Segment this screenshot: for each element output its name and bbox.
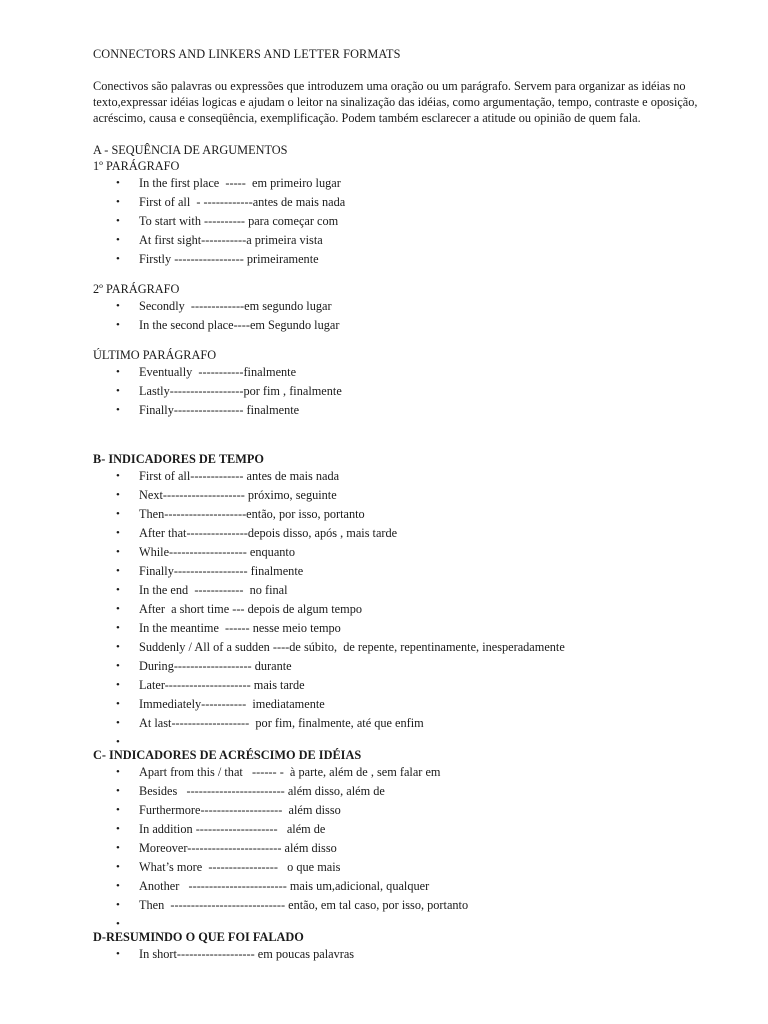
document-title: CONNECTORS AND LINKERS AND LETTER FORMATS	[93, 47, 401, 61]
bullet-icon: •	[116, 584, 120, 596]
list-item	[93, 486, 723, 505]
section-time-indicators	[93, 451, 723, 748]
list-item	[93, 763, 723, 782]
list-item	[93, 524, 723, 543]
bullet-icon: •	[116, 470, 120, 482]
list-item-text: At first sight-----------a primeira vista	[139, 233, 323, 247]
bullet-icon: •	[116, 366, 120, 378]
list-item	[93, 297, 723, 316]
section-b-heading: B- INDICADORES DE TEMPO	[93, 452, 264, 466]
list-item	[93, 382, 723, 401]
list-item	[93, 543, 723, 562]
list-item-text: Later--------------------- mais tarde	[139, 678, 305, 692]
list-item-text: Furthermore-------------------- além disso	[139, 803, 341, 817]
bullet-icon: •	[116, 861, 120, 873]
list-item	[93, 619, 723, 638]
list-item	[93, 193, 723, 212]
list-item-text: First of all------------- antes de mais nada	[139, 469, 340, 483]
list-item-text: What’s more ----------------- o que mais	[139, 860, 341, 874]
list-item-text: Eventually -----------finalmente	[139, 365, 297, 379]
list-item	[93, 945, 723, 964]
subsection-1-heading: 1º PARÁGRAFO	[93, 159, 180, 173]
bullet-icon: •	[116, 253, 120, 265]
list-item	[93, 695, 723, 714]
bullet-icon: •	[116, 679, 120, 691]
second-paragraph-list	[93, 297, 723, 335]
list-item-text: Another ------------------------ mais um,adicional, qualquer	[139, 879, 430, 893]
list-item	[93, 657, 723, 676]
bullet-icon: •	[116, 948, 120, 960]
list-item-text: In the second place----em Segundo lugar	[139, 318, 340, 332]
subsection-second-paragraph	[93, 281, 723, 335]
list-item-text: First of all - ------------antes de mais nada	[139, 195, 346, 209]
list-item-text: Lastly------------------por fim , finalmente	[139, 384, 342, 398]
bullet-icon: •	[116, 527, 120, 539]
list-item	[93, 231, 723, 250]
list-item-text: After a short time --- depois de algum tempo	[139, 602, 362, 616]
list-item	[93, 782, 723, 801]
list-item	[93, 839, 723, 858]
list-item-text: In short------------------- em poucas palavras	[139, 947, 355, 961]
document-page	[93, 46, 723, 964]
bullet-icon: •	[116, 319, 120, 331]
bullet-icon: •	[116, 603, 120, 615]
addition-indicators-list	[93, 763, 723, 930]
bullet-icon: •	[116, 622, 120, 634]
bullet-icon: •	[116, 385, 120, 397]
bullet-icon: •	[116, 698, 120, 710]
time-indicators-list	[93, 467, 723, 748]
bullet-icon: •	[116, 736, 120, 748]
list-item-text: At last------------------- por fim, finalmente, até que enfim	[139, 716, 424, 730]
list-item-text: Next-------------------- próximo, seguinte	[139, 488, 337, 502]
list-item	[93, 877, 723, 896]
section-c-heading: C- INDICADORES DE ACRÉSCIMO DE IDÉIAS	[93, 748, 362, 762]
list-item-text: Finally----------------- finalmente	[139, 403, 300, 417]
list-item	[93, 638, 723, 657]
list-item	[93, 896, 723, 915]
list-item	[93, 250, 723, 269]
list-item	[93, 212, 723, 231]
list-item-text: During------------------- durante	[139, 659, 292, 673]
bullet-icon: •	[116, 823, 120, 835]
intro-paragraph: Conectivos são palavras ou expressões que introduzem uma oração ou um parágrafo. Servem para organizar as idéias no texto,expressar idéias logicas e ajudam o leitor na sinalização das idéias, como argumentação, tempo, contraste e oposição, acréscimo, causa e conseqüência, exemplificação. Podem também esclarecer a atitude ou opinião de quem fala.	[93, 79, 698, 125]
list-item	[93, 820, 723, 839]
bullet-icon: •	[116, 546, 120, 558]
bullet-icon: •	[116, 641, 120, 653]
section-summary	[93, 929, 723, 964]
bullet-icon: •	[116, 717, 120, 729]
list-item	[93, 467, 723, 486]
bullet-icon: •	[116, 215, 120, 227]
list-item-text: Moreover----------------------- além disso	[139, 841, 337, 855]
bullet-icon: •	[116, 766, 120, 778]
section-a-heading: A - SEQUÊNCIA DE ARGUMENTOS	[93, 143, 288, 157]
bullet-icon: •	[116, 300, 120, 312]
section-addition-indicators	[93, 747, 723, 930]
list-item-text: In the first place ----- em primeiro lugar	[139, 176, 341, 190]
bullet-icon: •	[116, 660, 120, 672]
bullet-icon: •	[116, 785, 120, 797]
list-item	[93, 600, 723, 619]
list-item	[93, 676, 723, 695]
subsection-2-heading: 2º PARÁGRAFO	[93, 282, 180, 296]
bullet-icon: •	[116, 918, 120, 930]
list-item	[93, 581, 723, 600]
list-item-text: Apart from this / that ------ - à parte, além de , sem falar em	[139, 765, 441, 779]
list-item-text: Besides ------------------------ além disso, além de	[139, 784, 385, 798]
list-item-text: To start with ---------- para começar com	[139, 214, 339, 228]
bullet-icon: •	[116, 899, 120, 911]
list-item-text: Secondly -------------em segundo lugar	[139, 299, 332, 313]
summary-list	[93, 945, 723, 964]
list-item-text: Immediately----------- imediatamente	[139, 697, 325, 711]
bullet-icon: •	[116, 804, 120, 816]
last-paragraph-list	[93, 363, 723, 420]
bullet-icon: •	[116, 565, 120, 577]
bullet-icon: •	[116, 842, 120, 854]
list-item-text: In the end ------------ no final	[139, 583, 288, 597]
list-item-text: Then--------------------então, por isso, portanto	[139, 507, 365, 521]
list-item-text: Firstly ----------------- primeiramente	[139, 252, 319, 266]
bullet-icon: •	[116, 880, 120, 892]
section-d-heading: D-RESUMINDO O QUE FOI FALADO	[93, 930, 304, 944]
list-item	[93, 714, 723, 733]
subsection-first-paragraph	[93, 158, 723, 269]
list-item-text: Finally------------------ finalmente	[139, 564, 304, 578]
list-item-text: Suddenly / All of a sudden ----de súbito, de repente, repentinamente, inesperadamente	[139, 640, 565, 654]
list-item-text: While------------------- enquanto	[139, 545, 295, 559]
list-item	[93, 174, 723, 193]
subsection-last-paragraph	[93, 347, 723, 420]
list-item-text: Then ---------------------------- então, em tal caso, por isso, portanto	[139, 898, 469, 912]
list-item	[93, 316, 723, 335]
list-item	[93, 801, 723, 820]
subsection-3-heading: ÚLTIMO PARÁGRAFO	[93, 348, 217, 362]
list-item	[93, 562, 723, 581]
section-argument-sequence	[93, 142, 723, 420]
first-paragraph-list	[93, 174, 723, 269]
list-item	[93, 401, 723, 420]
bullet-icon: •	[116, 234, 120, 246]
bullet-icon: •	[116, 489, 120, 501]
list-item	[93, 858, 723, 877]
list-item-text: In the meantime ------ nesse meio tempo	[139, 621, 341, 635]
bullet-icon: •	[116, 177, 120, 189]
list-item	[93, 505, 723, 524]
list-item-text: In addition -------------------- além de	[139, 822, 326, 836]
list-item	[93, 363, 723, 382]
list-item-text: After that---------------depois disso, após , mais tarde	[139, 526, 398, 540]
bullet-icon: •	[116, 508, 120, 520]
bullet-icon: •	[116, 404, 120, 416]
bullet-icon: •	[116, 196, 120, 208]
